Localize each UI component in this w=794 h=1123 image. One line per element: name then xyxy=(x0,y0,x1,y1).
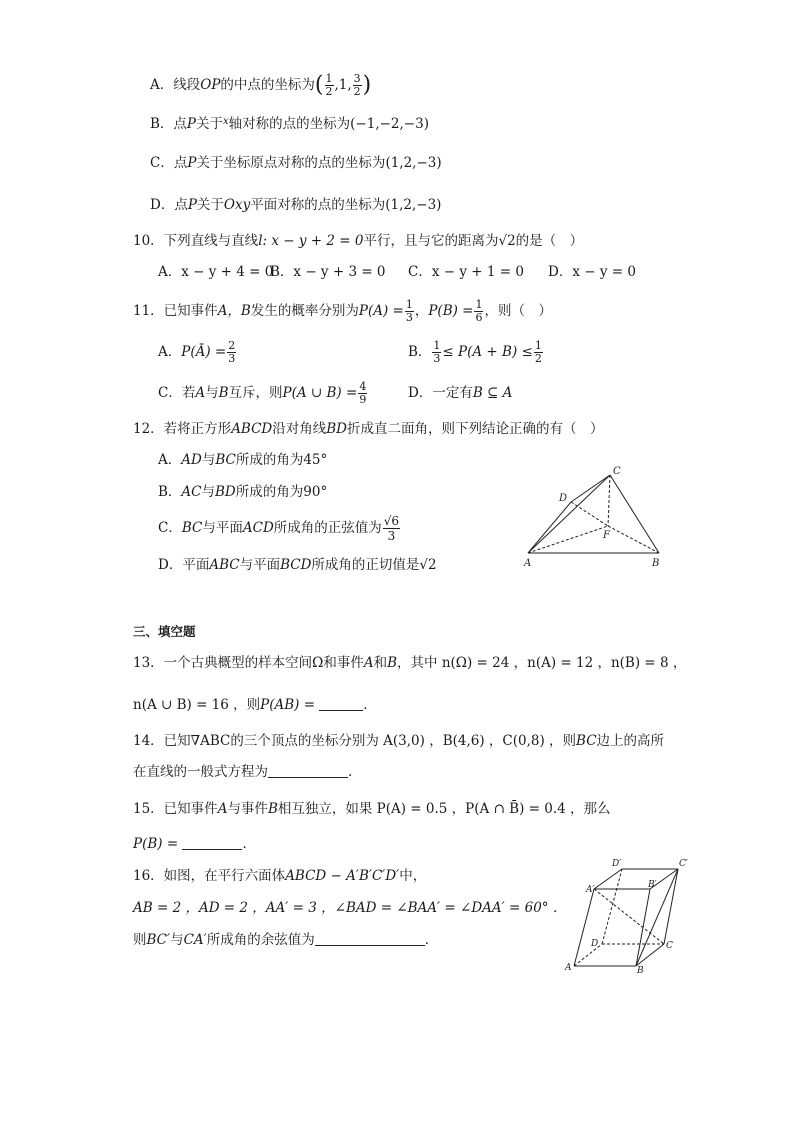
q14-line1: 14．已知∇ABC的三个顶点的坐标分别为 A(3,0) ，B(4,6) ，C(0,8) ，则BC边上的高所 xyxy=(133,733,665,749)
q12-option-c: C．BC与平面ACD所成角的正弦值为 $\frac{√6}{3}$ xyxy=(158,514,400,543)
q12-tetrahedron-figure xyxy=(518,462,668,572)
q9-option-d: D．点P关于Oxy平面对称的点的坐标为(1,2,−3) xyxy=(150,197,442,213)
q16-line3: 则BC′与CA′所成角的余弦值为 ． xyxy=(133,932,439,948)
q12-stem: 12．若将正方形ABCD沿对角线BD折成直二面角，则下列结论正确的有（ ） xyxy=(133,421,604,437)
q15-line2: P(B) = ． xyxy=(133,836,256,852)
q15-answer-blank[interactable] xyxy=(182,835,242,850)
q11-option-d: D．一定有B ⊆ A xyxy=(408,385,513,401)
fig16-label-c: C xyxy=(666,941,673,951)
fig16-label-d-prime: D′ xyxy=(612,859,622,869)
q11-stem: 11．已知事件A，B发生的概率分别为P(A) = $\frac{1}{3}$ ，P(B) = $\frac{1}{6}$ ，则（ ） xyxy=(133,298,552,324)
q13-answer-blank[interactable] xyxy=(319,696,363,711)
q16-line1: 16．如图，在平行六面体ABCD − A′B′C′D′中， xyxy=(133,868,427,884)
q12-option-a: A．AD与BC所成的角为45° xyxy=(158,452,328,468)
q15-line1: 15．已知事件A与事件B相互独立，如果 P(A) = 0.5 ，P(A ∩ B̄) = 0.4 ，那么 xyxy=(133,801,611,817)
q9-option-b: B．点P关于$^x$轴对称的点的坐标为(−1,−2,−3) xyxy=(150,116,429,132)
fig12-label-c: C xyxy=(613,466,621,477)
q16-answer-blank[interactable] xyxy=(315,931,425,946)
q12-option-d: D．平面ABC与平面BCD所成角的正切值是√2 xyxy=(158,557,437,573)
q14-answer-blank[interactable] xyxy=(268,763,348,778)
q10-stem: 10．下列直线与直线l: x − y + 2 = 0平行，且与它的距离为√2的是（ ） xyxy=(133,233,584,249)
q16-line2: AB = 2 ，AD = 2 ，AA′ = 3 ，∠BAD = ∠BAA′ = ∠DAA′ = 60° ． xyxy=(133,900,567,916)
fig16-label-a-prime: A′ xyxy=(586,885,595,895)
fig16-label-b: B xyxy=(637,966,644,976)
q10-option-d: D．x − y = 0 xyxy=(548,264,636,280)
fig12-label-f: F xyxy=(603,530,610,541)
q10-option-a: A．x − y + 4 = 0 xyxy=(158,264,274,280)
q11-option-c: C．若A与B互斥，则P(A ∪ B) = $\frac{4}{9}$ xyxy=(158,380,367,406)
q12-option-b: B．AC与BD所成的角为90° xyxy=(158,484,328,500)
fig12-label-d: D xyxy=(559,493,568,504)
fig12-label-b: B xyxy=(652,558,660,569)
section-title-fill-in: 三、填空题 xyxy=(133,624,196,639)
q16-parallelepiped-figure xyxy=(560,856,700,976)
q9-option-c: C．点P关于坐标原点对称的点的坐标为(1,2,−3) xyxy=(150,155,442,171)
q9-option-a: A．线段OP的中点的坐标为( $\frac{1}{2}$ ,1, $\frac{3}{2}$ ) xyxy=(150,72,372,98)
q11-option-a: A．P(Ā) = $\frac{2}{3}$ xyxy=(158,339,236,365)
fig16-label-a: A xyxy=(565,963,572,973)
fig16-label-b-prime: B′ xyxy=(648,880,657,890)
fig16-label-c-prime: C′ xyxy=(679,859,688,869)
q11-option-b: B． $\frac{1}{3}$ ≤ P(A + B) ≤ $\frac{1}{2}$ xyxy=(408,339,542,365)
fig16-label-d: D xyxy=(591,939,599,949)
q13-line1: 13．一个古典概型的样本空间Ω和事件A和B，其中 n(Ω) = 24 ，n(A) = 12 ，n(B) = 8 ， xyxy=(133,655,687,671)
fig12-label-a: A xyxy=(524,558,532,569)
q13-line2: n(A ∪ B) = 16 ，则P(AB) = ． xyxy=(133,697,377,713)
q10-option-b: B．x − y + 3 = 0 xyxy=(270,264,386,280)
q10-option-c: C．x − y + 1 = 0 xyxy=(408,264,524,280)
q14-line2: 在直线的一般式方程为 . xyxy=(133,764,353,780)
